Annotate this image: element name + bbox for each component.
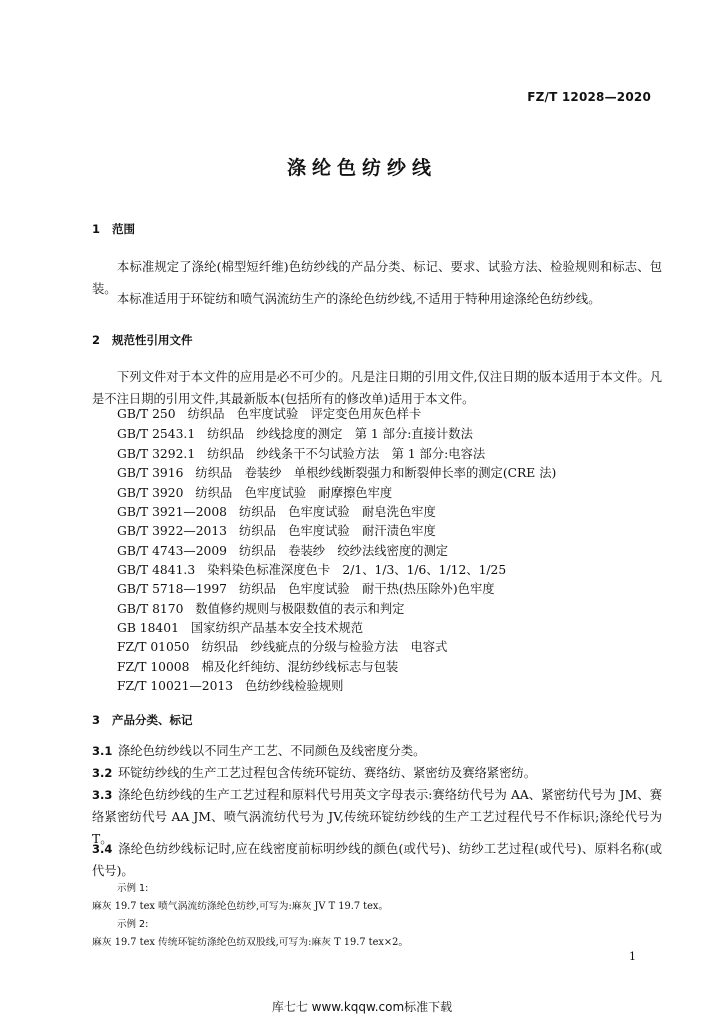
reference-item <box>117 580 495 598</box>
section-title: 产品分类、标记 <box>112 713 193 727</box>
reference-title: 纺织品 色牢度试验 耐皂洗色牢度 <box>239 505 436 519</box>
reference-title: 纺织品 色牢度试验 耐摩擦色牢度 <box>195 486 393 500</box>
paragraph: 本标准规定了涤纶(棉型短纤维)色纺纱线的产品分类、标记、要求、试验方法、检验规则和标志、包装。 <box>92 260 662 296</box>
reference-title: 纺织品 纱线捻度的测定 第 1 部分:直接计数法 <box>207 427 473 441</box>
example-text: 麻灰 19.7 tex 传统环锭纺涤纶色纺双股线,可写为:麻灰 T 19.7 tex×2。 <box>92 937 409 948</box>
reference-item <box>117 658 398 676</box>
reference-item <box>117 522 436 540</box>
clause <box>92 762 662 784</box>
reference-item <box>117 638 447 656</box>
reference-item <box>117 445 485 463</box>
reference-item <box>117 561 506 579</box>
section-2-heading <box>92 332 193 348</box>
reference-code: GB 18401 <box>117 621 179 635</box>
section-title: 规范性引用文件 <box>112 333 193 347</box>
clause <box>92 838 662 882</box>
reference-code: GB/T 4841.3 <box>117 563 196 577</box>
reference-code: GB/T 5718—1997 <box>117 582 227 596</box>
reference-title: 棉及化纤纯纺、混纺纱线标志与包装 <box>201 660 399 674</box>
reference-code: GB/T 3922—2013 <box>117 524 227 538</box>
paragraph: 本标准适用于环锭纺和喷气涡流纺生产的涤纶色纺纱线,不适用于特种用途涤纶色纺纱线。 <box>117 292 601 306</box>
paragraph: 下列文件对于本文件的应用是必不可少的。凡是注日期的引用文件,仅注日期的版本适用于本文件。凡是不注日期的引用文件,其最新版本(包括所有的修改单)适用于本文件。 <box>92 370 662 406</box>
reference-code: FZ/T 10021—2013 <box>117 679 234 693</box>
example-label: 示例 2: <box>117 919 149 930</box>
reference-title: 国家纺织产品基本安全技术规范 <box>190 621 364 635</box>
section-number: 2 <box>92 333 101 347</box>
reference-code: GB/T 3916 <box>117 466 184 480</box>
reference-title: 染料染色标准深度色卡 2/1、1/3、1/6、1/12、1/25 <box>207 563 507 577</box>
reference-code: GB/T 8170 <box>117 602 184 616</box>
reference-item <box>117 425 473 443</box>
reference-item <box>117 542 448 560</box>
reference-title: 数值修约规则与极限数值的表示和判定 <box>195 602 405 616</box>
section-3-heading <box>92 712 193 728</box>
reference-item <box>117 503 436 521</box>
reference-code: GB/T 2543.1 <box>117 427 196 441</box>
reference-title: 色纺纱线检验规则 <box>245 679 344 693</box>
reference-code: GB/T 3920 <box>117 486 184 500</box>
reference-title: 纺织品 卷装纱 单根纱线断裂强力和断裂伸长率的测定(CRE 法) <box>195 466 557 480</box>
page-number: 1 <box>629 950 636 963</box>
reference-title: 纺织品 纱线条干不匀试验方法 第 1 部分:电容法 <box>207 447 486 461</box>
reference-code: GB/T 3921—2008 <box>117 505 227 519</box>
section-number: 1 <box>92 222 101 236</box>
reference-title: 纺织品 色牢度试验 耐干热(热压除外)色牢度 <box>239 582 495 596</box>
reference-code: FZ/T 10008 <box>117 660 190 674</box>
section-1-heading <box>92 221 135 237</box>
reference-code: GB/T 250 <box>117 407 176 421</box>
reference-item <box>117 600 404 618</box>
reference-item <box>117 677 343 695</box>
clause-text: 涤纶色纺纱线标记时,应在线密度前标明纱线的颜色(或代号)、纺纱工艺过程(或代号)、原料名称(或代号)。 <box>92 842 662 878</box>
clause-text: 涤纶色纺纱线的生产工艺过程和原料代号用英文字母表示:赛络纺代号为 AA、紧密纺代号为 JM、赛络紧密纺代号 AA JM、喷气涡流纺代号为 JV,传统环锭纺纱线的生产工艺过程代号不作标识;涤纶代号为 T。 <box>92 788 662 846</box>
example-label: 示例 1: <box>117 883 149 894</box>
clause-number: 3.2 <box>92 766 113 780</box>
reference-code: GB/T 3292.1 <box>117 447 196 461</box>
example-text: 麻灰 19.7 tex 喷气涡流纺涤纶色纺纱,可写为:麻灰 JV T 19.7 tex。 <box>92 901 389 912</box>
section-number: 3 <box>92 713 101 727</box>
footer-watermark[interactable]: 库七七 www.kqqw.com标准下载 <box>271 1000 453 1014</box>
clause-number: 3.1 <box>92 744 113 758</box>
clause-number: 3.3 <box>92 788 113 802</box>
clause-text: 环锭纺纱线的生产工艺过程包含传统环锭纺、赛络纺、紧密纺及赛络紧密纺。 <box>118 766 537 780</box>
clause-number: 3.4 <box>92 842 113 856</box>
reference-item <box>117 405 421 423</box>
clause <box>92 740 662 762</box>
clause-text: 涤纶色纺纱线以不同生产工艺、不同颜色及线密度分类。 <box>118 744 426 758</box>
reference-title: 纺织品 色牢度试验 评定变色用灰色样卡 <box>187 407 422 421</box>
reference-code: GB/T 4743—2009 <box>117 544 227 558</box>
reference-item <box>117 484 392 502</box>
reference-code: FZ/T 01050 <box>117 640 190 654</box>
reference-item <box>117 464 556 482</box>
reference-title: 纺织品 卷装纱 绞纱法线密度的测定 <box>239 544 449 558</box>
reference-title: 纺织品 纱线疵点的分级与检验方法 电容式 <box>201 640 448 654</box>
section-title: 范围 <box>112 222 135 236</box>
reference-item <box>117 619 363 637</box>
reference-title: 纺织品 色牢度试验 耐汗渍色牢度 <box>239 524 436 538</box>
document-title: 涤纶色纺纱线 <box>286 157 437 179</box>
standard-number: FZ/T 12028—2020 <box>527 90 651 104</box>
